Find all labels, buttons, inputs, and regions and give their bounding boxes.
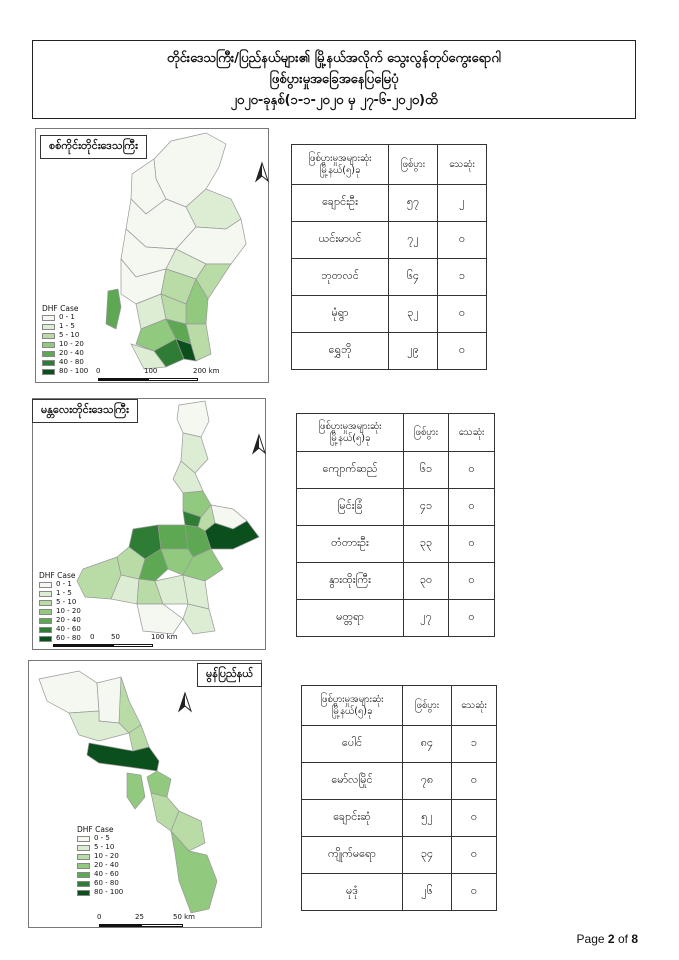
legend-row [42, 322, 88, 331]
table-row [292, 259, 487, 296]
legend-row [39, 598, 81, 607]
legend-swatch [42, 369, 55, 375]
legend-label: 80 - 100 [59, 367, 89, 375]
mon-township-island [127, 773, 145, 809]
mon-township-dark [87, 743, 159, 771]
legend-row [39, 589, 81, 598]
table-row [302, 763, 497, 800]
scale-tick: 100 km [151, 633, 178, 641]
legend-swatch [42, 333, 55, 339]
legend-swatch [77, 836, 90, 842]
legend-label: 20 - 40 [94, 861, 119, 869]
legend-row [77, 879, 123, 888]
scale-bar [98, 378, 198, 381]
legend-swatch [77, 854, 90, 860]
legend-row [77, 852, 123, 861]
township-cell: မတ္တရာ [297, 600, 404, 637]
header-township-line1: ဖြစ်ပွားမှုအများဆုံး [320, 693, 384, 705]
legend-row [77, 870, 123, 879]
deaths-cell: ၀ [452, 763, 497, 800]
table-row [292, 185, 487, 222]
north-arrow-icon [177, 691, 193, 715]
table-body [292, 185, 487, 370]
table-header-row [297, 414, 495, 452]
table-row [292, 222, 487, 259]
legend-sagaing [42, 304, 88, 376]
header-township-line1: ဖြစ်ပွားမှုအများဆုံး [318, 420, 382, 432]
legend-swatch [77, 881, 90, 887]
township-cell: ချောင်းဆုံ [302, 800, 403, 837]
legend-row [77, 834, 123, 843]
map-mon [28, 660, 262, 928]
legend-row [42, 331, 88, 340]
table-header-row [302, 686, 497, 726]
title-line-2: ဖြစ်ပွားမှုအခြေအနေပြမြေပုံ [269, 72, 399, 87]
legend-label: 40 - 60 [56, 625, 81, 633]
table-row [297, 452, 495, 489]
cases-cell: ၇၈ [403, 763, 452, 800]
page-current: 2 [607, 932, 615, 946]
township-cell: ယင်းမာပင် [292, 222, 389, 259]
deaths-cell: ၁ [452, 726, 497, 763]
deaths-cell: ၀ [452, 800, 497, 837]
header-township [302, 686, 403, 726]
township-cell: ကျိုက်မရော [302, 837, 403, 874]
legend-swatch [77, 872, 90, 878]
mandalay-township-n1 [177, 401, 209, 437]
legend-swatch [39, 591, 52, 597]
table-row [302, 800, 497, 837]
table-sagaing [291, 144, 487, 370]
township-cell: ကျောက်ဆည် [297, 452, 404, 489]
scale-bar-sagaing [98, 367, 218, 382]
legend-swatch [39, 618, 52, 624]
legend-label: 60 - 80 [56, 634, 81, 642]
scale-tick: 25 [135, 913, 144, 921]
mandalay-township-s4 [183, 604, 215, 634]
legend-row [77, 843, 123, 852]
map-sagaing [35, 128, 269, 383]
table-row [297, 600, 495, 637]
scale-tick: 100 [144, 367, 158, 375]
map-mandalay [32, 398, 266, 650]
legend-row [42, 349, 88, 358]
legend-row [77, 888, 123, 897]
header-deaths: သေဆုံး [449, 414, 495, 452]
legend-swatch [42, 315, 55, 321]
header-township-line2: မြို့နယ်(၅)ခု [319, 164, 361, 176]
header-cases: ဖြစ်ပွား [403, 686, 452, 726]
legend-swatch [39, 636, 52, 642]
header-township-line2: မြို့နယ်(၅)ခု [329, 432, 371, 444]
map-label-sagaing: စစ်ကိုင်းတိုင်းဒေသကြီး [40, 135, 147, 159]
township-cell: နွားထိုးကြီး [297, 563, 404, 600]
page-number [577, 932, 638, 946]
scale-bar [99, 924, 183, 927]
mon-township-n3 [119, 677, 141, 733]
map-label-mon: မွန်ပြည်နယ် [197, 663, 262, 687]
deaths-cell: ၀ [449, 563, 495, 600]
header-township-line2: မြို့နယ်(၅)ခု [331, 705, 373, 717]
table-row [302, 874, 497, 911]
deaths-cell: ၂ [438, 185, 487, 222]
table-row [297, 563, 495, 600]
deaths-cell: ၀ [438, 222, 487, 259]
township-cell: တံတားဦး [297, 526, 404, 563]
cases-cell: ၃၀ [404, 563, 449, 600]
cases-cell: ၆၄ [389, 259, 438, 296]
cases-cell: ၆၁ [404, 452, 449, 489]
deaths-cell: ၀ [452, 837, 497, 874]
table-row [297, 526, 495, 563]
cases-cell: ၂၇ [404, 600, 449, 637]
legend-label: 1 - 5 [59, 322, 75, 330]
legend-swatch [42, 342, 55, 348]
legend-label: 0 - 1 [56, 580, 72, 588]
legend-label: 0 - 1 [59, 313, 75, 321]
legend-label: 40 - 60 [94, 870, 119, 878]
header-township-line1: ဖြစ်ပွားမှုအများဆုံး [308, 152, 372, 164]
table-body [302, 726, 497, 911]
scale-bar [53, 644, 153, 647]
legend-label: 5 - 10 [59, 331, 80, 339]
deaths-cell: ၀ [449, 489, 495, 526]
township-cell: မုဒုံ [302, 874, 403, 911]
township-cell: မြင်းခြံ [297, 489, 404, 526]
legend-swatch [77, 863, 90, 869]
title-box [32, 40, 636, 119]
legend-label: 5 - 10 [94, 843, 115, 851]
legend-mon [77, 825, 123, 897]
table-row [297, 489, 495, 526]
scale-tick: 50 km [173, 913, 196, 921]
legend-row [39, 616, 81, 625]
legend-label: 20 - 40 [59, 349, 84, 357]
north-arrow-icon [254, 161, 270, 185]
scale-tick: 200 km [193, 367, 220, 375]
title-line-1: တိုင်းဒေသကြီး/ပြည်နယ်များ၏ မြို့နယ်အလိုက် သွေးလွန်တုပ်ကွေးရောဂါ [166, 51, 502, 66]
mon-township-n1 [39, 671, 99, 713]
map-label-mandalay: မန္တလေးတိုင်းဒေသကြီး [32, 399, 138, 423]
legend-swatch [42, 324, 55, 330]
legend-row [39, 607, 81, 616]
legend-row [39, 580, 81, 589]
mandalay-township-s5 [137, 604, 183, 634]
scale-tick: 50 [111, 633, 120, 641]
legend-title: DHF Case [42, 304, 79, 313]
table-row [292, 296, 487, 333]
legend-label: 10 - 20 [56, 607, 81, 615]
legend-label: 40 - 80 [59, 358, 84, 366]
cases-cell: ၄၁ [404, 489, 449, 526]
legend-swatch [39, 582, 52, 588]
mandalay-township-w2 [158, 525, 188, 549]
deaths-cell: ၁ [438, 259, 487, 296]
legend-title: DHF Case [77, 825, 114, 834]
header-deaths: သေဆုံး [452, 686, 497, 726]
scale-bar-mon [99, 913, 219, 928]
header-deaths: သေဆုံး [438, 145, 487, 185]
page-of: of [617, 932, 628, 946]
scale-tick: 0 [90, 633, 95, 641]
scale-bar-mandalay [53, 633, 183, 648]
township-cell: ပေါင် [302, 726, 403, 763]
header-township [292, 145, 389, 185]
header-cases: ဖြစ်ပွား [404, 414, 449, 452]
legend-swatch [77, 845, 90, 851]
legend-label: 0 - 5 [94, 834, 110, 842]
legend-swatch [42, 351, 55, 357]
table-row [302, 837, 497, 874]
sagaing-township-west-1 [106, 289, 121, 329]
title-line-3: ၂၀၂၀-ခုနှစ်(၁-၁-၂၀၂၀ မှ ၂၇-၆-၂၀၂၀)ထိ [230, 93, 438, 108]
legend-label: 20 - 40 [56, 616, 81, 624]
table-row [302, 726, 497, 763]
cases-cell: ၃၂ [389, 296, 438, 333]
deaths-cell: ၀ [449, 526, 495, 563]
township-cell: ဘုတလင် [292, 259, 389, 296]
legend-row [42, 367, 88, 376]
table-row [292, 333, 487, 370]
cases-cell: ၅၇ [389, 185, 438, 222]
page-total: 8 [631, 932, 638, 946]
legend-label: 5 - 10 [56, 598, 77, 606]
cases-cell: ၃၄ [403, 837, 452, 874]
cases-cell: ၈၄ [403, 726, 452, 763]
table-header-row [292, 145, 487, 185]
township-cell: ရွှေဘို [292, 333, 389, 370]
north-arrow-icon [251, 433, 267, 457]
legend-label: 80 - 100 [94, 888, 124, 896]
legend-row [77, 861, 123, 870]
legend-swatch [77, 890, 90, 896]
deaths-cell: ၀ [438, 333, 487, 370]
legend-swatch [39, 600, 52, 606]
table-body [297, 452, 495, 637]
legend-title: DHF Case [39, 571, 76, 580]
deaths-cell: ၀ [452, 874, 497, 911]
cases-cell: ၅၂ [403, 800, 452, 837]
township-cell: မုံရွာ [292, 296, 389, 333]
scale-tick: 0 [97, 913, 102, 921]
table-mandalay [296, 413, 495, 637]
legend-label: 10 - 20 [94, 852, 119, 860]
township-cell: ချောင်းဦး [292, 185, 389, 222]
cases-cell: ၂၉ [389, 333, 438, 370]
cases-cell: ၂၆ [403, 874, 452, 911]
table-mon [301, 685, 497, 911]
mon-township-m1 [147, 771, 171, 797]
deaths-cell: ၀ [449, 452, 495, 489]
legend-label: 1 - 5 [56, 589, 72, 597]
legend-row [42, 313, 88, 322]
legend-label: 10 - 20 [59, 340, 84, 348]
cases-cell: ၃၃ [404, 526, 449, 563]
legend-label: 60 - 80 [94, 879, 119, 887]
legend-row [42, 340, 88, 349]
township-cell: မော်လမြိုင် [302, 763, 403, 800]
scale-tick: 0 [96, 367, 101, 375]
header-cases: ဖြစ်ပွား [389, 145, 438, 185]
page-label: Page [576, 932, 605, 946]
legend-swatch [42, 360, 55, 366]
cases-cell: ၇၂ [389, 222, 438, 259]
legend-swatch [39, 627, 52, 633]
legend-swatch [39, 609, 52, 615]
legend-row [42, 358, 88, 367]
deaths-cell: ၀ [449, 600, 495, 637]
header-township [297, 414, 404, 452]
mon-map-shapes [29, 661, 263, 929]
deaths-cell: ၀ [438, 296, 487, 333]
